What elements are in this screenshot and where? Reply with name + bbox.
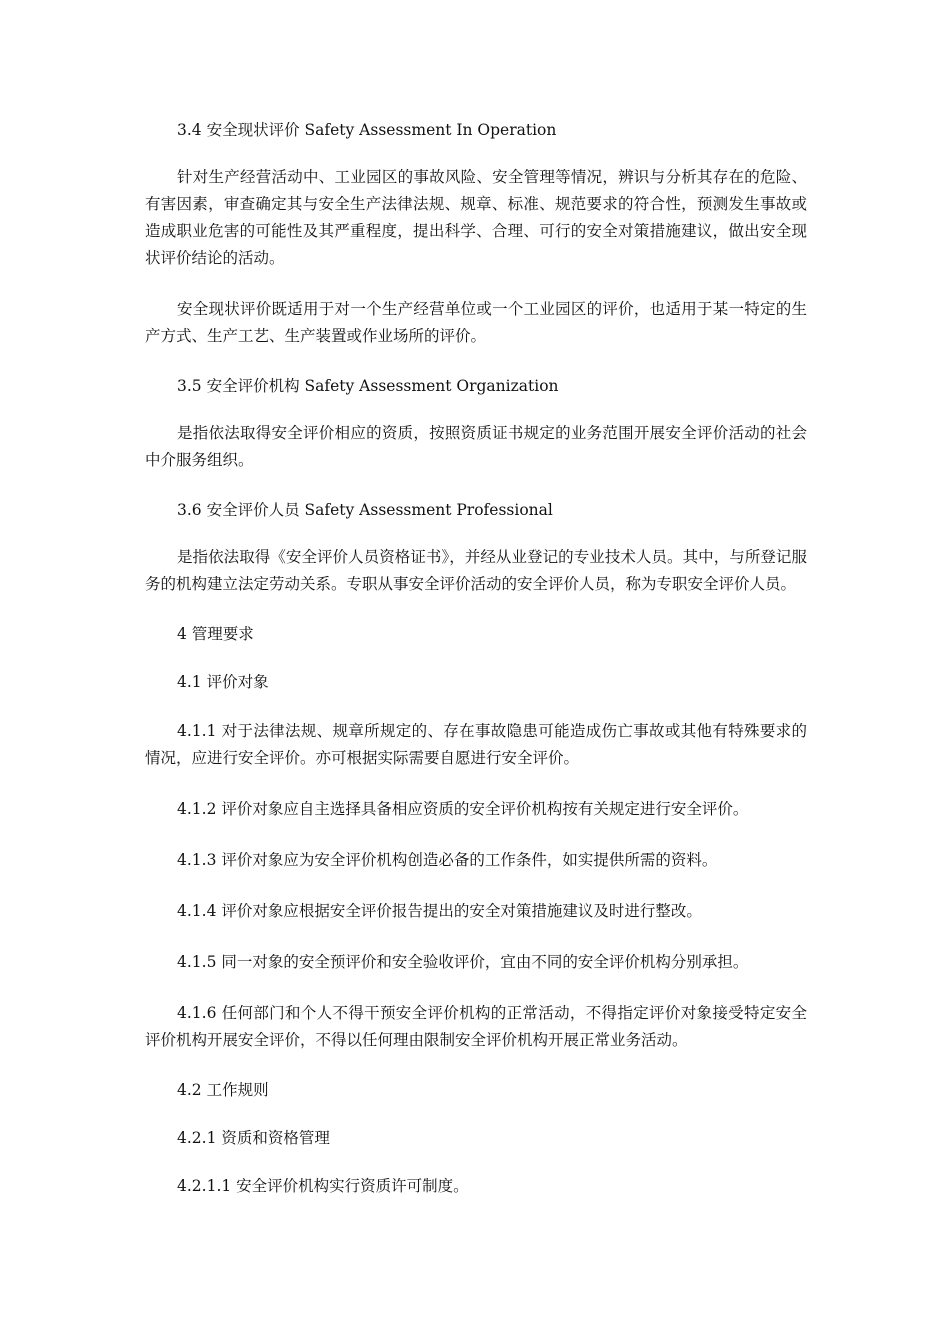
- section-heading-4-2: 4.2 工作规则: [177, 1081, 269, 1099]
- section-heading-4-1: 4.1 评价对象: [177, 673, 269, 691]
- paragraph-3-6: 是指依法取得《安全评价人员资格证书》，并经从业登记的专业技术人员。其中，与所登记服务的机构建立法定劳动关系。专职从事安全评价活动的安全评价人员，称为专职安全评价人员。: [145, 548, 807, 593]
- document-page: [145, 118, 807, 1198]
- paragraph-3-4-scope: 安全现状评价既适用于对一个生产经营单位或一个工业园区的评价，也适用于某一特定的生产方式、生产工艺、生产装置或作业场所的评价。: [145, 300, 807, 345]
- section-heading-3-5: 3.5 安全评价机构 Safety Assessment Organization: [177, 377, 559, 395]
- paragraph-4-1-3: 4.1.3 评价对象应为安全评价机构创造必备的工作条件，如实提供所需的资料。: [177, 851, 718, 869]
- paragraph-4-1-6: 4.1.6 任何部门和个人不得干预安全评价机构的正常活动，不得指定评价对象接受特定安全评价机构开展安全评价，不得以任何理由限制安全评价机构开展正常业务活动。: [145, 1004, 807, 1049]
- section-heading-4-2-1-1: 4.2.1.1 安全评价机构实行资质许可制度。: [177, 1177, 469, 1195]
- paragraph-3-5: 是指依法取得安全评价相应的资质，按照资质证书规定的业务范围开展安全评价活动的社会中介服务组织。: [145, 424, 807, 469]
- section-heading-4-2-1: 4.2.1 资质和资格管理: [177, 1129, 330, 1147]
- paragraph-3-4-definition: 针对生产经营活动中、工业园区的事故风险、安全管理等情况，辨识与分析其存在的危险、有害因素，审查确定其与安全生产法律法规、规章、标准、规范要求的符合性，预测发生事故或造成职业危害的可能性及其严重程度，提出科学、合理、可行的安全对策措施建议，做出安全现状评价结论的活动。: [145, 168, 807, 267]
- section-heading-4: 4 管理要求: [177, 625, 254, 643]
- paragraph-4-1-2: 4.1.2 评价对象应自主选择具备相应资质的安全评价机构按有关规定进行安全评价。: [177, 800, 749, 818]
- paragraph-4-1-1: 4.1.1 对于法律法规、规章所规定的、存在事故隐患可能造成伤亡事故或其他有特殊要求的情况，应进行安全评价。亦可根据实际需要自愿进行安全评价。: [145, 722, 807, 767]
- paragraph-4-1-5: 4.1.5 同一对象的安全预评价和安全验收评价，宜由不同的安全评价机构分别承担。: [177, 953, 749, 971]
- section-heading-3-4: 3.4 安全现状评价 Safety Assessment In Operation: [177, 121, 557, 139]
- paragraph-4-1-4: 4.1.4 评价对象应根据安全评价报告提出的安全对策措施建议及时进行整改。: [177, 902, 702, 920]
- section-heading-3-6: 3.6 安全评价人员 Safety Assessment Professional: [177, 501, 553, 519]
